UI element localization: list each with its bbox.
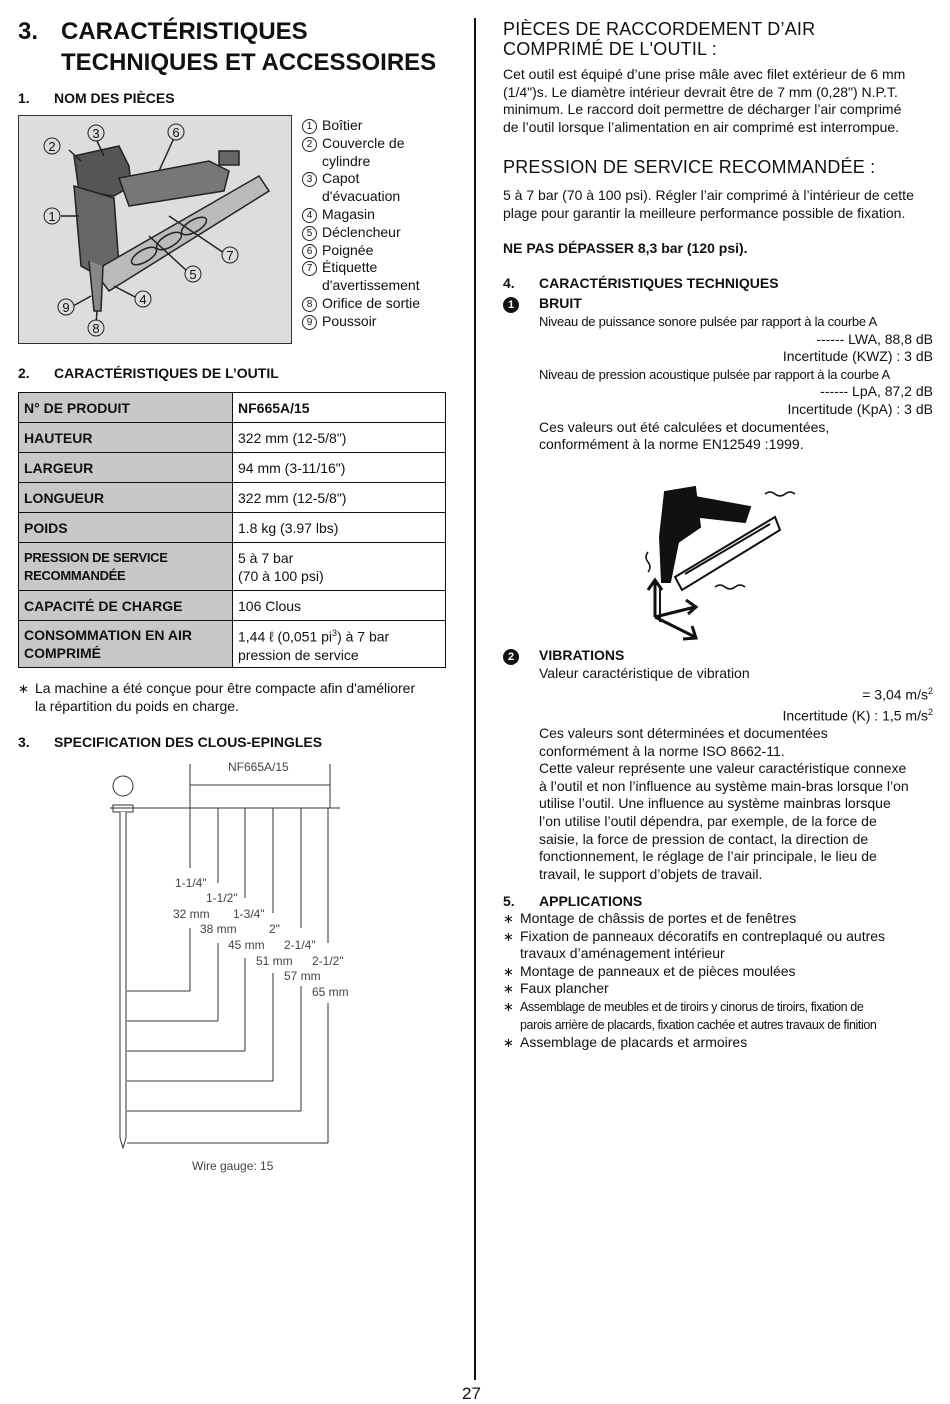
list-item: ∗ Assemblage de placards et armoires xyxy=(503,1034,748,1051)
subsection-title: NOM DES PIÈCES xyxy=(54,90,175,106)
subsection-number: 4. xyxy=(503,275,515,291)
list-item: ∗ Faux plancher xyxy=(503,980,609,997)
parts-list: 1 Boîtier 2 Couvercle de cylindre 3 Capot d'évacuation 4 Magasin 5 Déclencheur 6 Poignée 7 Étiquette d'avertissement 8 Orifice de sortie 9 Poussoir xyxy=(302,117,472,331)
bullet-star: ∗ xyxy=(18,681,29,696)
title-line-1: CARACTÉRISTIQUES xyxy=(61,18,308,45)
part-item: 7 Étiquette xyxy=(302,259,472,277)
nail-spec-diagram xyxy=(100,758,360,1178)
subsection-title: SPECIFICATION DES CLOUS-EPINGLES xyxy=(54,734,323,750)
part-number-badge: 3 xyxy=(302,172,317,187)
part-number-badge: 6 xyxy=(302,244,317,259)
nail-length-mm: 45 mm xyxy=(228,938,265,952)
noise-title: BRUIT xyxy=(539,295,582,311)
list-item: ∗ Assemblage de meubles et de tiroirs y cinorus de tiroirs, fixation de xyxy=(503,998,864,1014)
spec-table xyxy=(18,392,446,668)
subsection-applications-heading xyxy=(503,892,642,910)
vibration-block: 2 VIBRATIONS Valeur caractéristique de vibration = 3,04 $m/s^2$ Incertitude (K) : 1,5 $m/s^2$ Ces valeurs sont déterminées et documentées conformément à la norme ISO 8662-11. Cette valeur représente une valeur caractéristique connexe à l’outil et non l’influence au système main-bras lorsque l’on utilise l’outil. Une influence au système mainbras lorsque l’on utilise l’outil dépendra, par exemple, de la force de saisie, la force de pression de contact, la direction de fonctionnement, le réglage de l’air principale, le lieu de travail, le support d’objets de travail. xyxy=(503,646,933,883)
subsection-number: 1. xyxy=(18,90,30,106)
pressure-heading: PRESSION DE SERVICE RECOMMANDÉE : xyxy=(503,157,876,177)
subsection-title: APPLICATIONS xyxy=(539,893,643,909)
noise-block: 1 BRUIT Niveau de puissance sonore pulsée par rapport à la courbe A ------ LWA, 88,8 dB Incertitude (KWZ) : 3 dB Niveau de pression acoustique pulsée par rapport à la courbe A ------ LpA, 87,2 dB Incertitude (KpA) : 3 dB Ces valeurs out été calculées et documentées, conformément à la norme EN12549 :1999. xyxy=(503,294,933,454)
table-row: N° DE PRODUIT NF665A/15 xyxy=(19,393,446,423)
part-number-badge: 9 xyxy=(302,315,317,330)
subsection-title: CARACTÉRISTIQUES DE L’OUTIL xyxy=(54,365,279,381)
nailer-parts-figure xyxy=(18,115,292,344)
subsection-parts-heading xyxy=(18,89,175,107)
list-item: ∗ Fixation de panneaux décoratifs en contreplaqué ou autres xyxy=(503,927,886,944)
nail-model-label: NF665A/15 xyxy=(228,760,289,774)
part-item: 6 Poignée xyxy=(302,242,472,260)
table-row: POIDS 1.8 kg (3.97 lbs) xyxy=(19,513,446,543)
svg-text:9: 9 xyxy=(62,300,70,315)
svg-text:2: 2 xyxy=(48,139,56,154)
pressure-warning: NE PAS DÉPASSER 8,3 bar (120 psi). xyxy=(503,240,748,256)
svg-text:3: 3 xyxy=(92,126,100,141)
part-item: 9 Poussoir xyxy=(302,313,472,331)
air-fitting-text: Cet outil est équipé d’une prise mâle avec filet extérieur de 6 mm (1/4")s. Le diamètre intérieur devrait être de 7 mm (0,28") N.P.T. minimum. Le raccord doit permettre de décharger l’air comprimé de l’outil lorsque l’alimentation en air comprimé est interrompue. xyxy=(503,66,906,135)
column-divider xyxy=(474,18,476,1380)
part-item: 8 Orifice de sortie xyxy=(302,295,472,313)
nail-length-inch: 2-1/4" xyxy=(284,938,316,952)
wire-gauge-label: Wire gauge: 15 xyxy=(192,1159,274,1173)
nail-length-mm: 57 mm xyxy=(284,969,321,983)
svg-text:4: 4 xyxy=(139,292,147,307)
section-title xyxy=(18,16,436,78)
air-fitting-heading: PIÈCES DE RACCORDEMENT D’AIR COMPRIMÉ DE L'OUTIL : xyxy=(503,19,816,59)
table-row: LARGEUR 94 mm (3-11/16") xyxy=(19,453,446,483)
nailer-vibration-illustration xyxy=(640,482,800,642)
nail-length-inch: 1-1/4" xyxy=(175,876,207,890)
nailer-illustration xyxy=(19,116,291,343)
part-number-badge: 8 xyxy=(302,297,317,312)
part-number-badge: 4 xyxy=(302,208,317,223)
nail-length-mm: 65 mm xyxy=(312,985,349,999)
part-number-badge: 2 xyxy=(302,137,317,152)
part-item: 5 Déclencheur xyxy=(302,224,472,242)
subsection-technical-heading xyxy=(503,274,779,292)
noise-badge: 1 xyxy=(503,297,519,313)
part-number-badge: 7 xyxy=(302,261,317,276)
table-row: HAUTEUR 322 mm (12-5/8") xyxy=(19,423,446,453)
part-item: 4 Magasin xyxy=(302,206,472,224)
table-row: LONGUEUR 322 mm (12-5/8") xyxy=(19,483,446,513)
list-item: ∗ Montage de châssis de portes et de fenêtres xyxy=(503,910,797,926)
part-number-badge: 1 xyxy=(302,119,317,134)
table-row: CAPACITÉ DE CHARGE 106 Clous xyxy=(19,591,446,621)
section-number: 3. xyxy=(18,18,39,45)
svg-text:5: 5 xyxy=(189,267,197,282)
subsection-number: 2. xyxy=(18,365,30,381)
subsection-title: CARACTÉRISTIQUES TECHNIQUES xyxy=(539,275,779,291)
subsection-specs-heading xyxy=(18,364,279,382)
nail-length-mm: 51 mm xyxy=(256,954,293,968)
table-row: PRESSION DE SERVICE RECOMMANDÉE 5 à 7 bar (70 à 100 psi) xyxy=(19,543,446,591)
part-item: 2 Couvercle de xyxy=(302,135,472,153)
part-item: 3 Capot xyxy=(302,170,472,188)
pressure-text: 5 à 7 bar (70 à 100 psi). Régler l’air comprimé à l’intérieur de cette plage pour garantir la meilleure performance possible de fixation. xyxy=(503,187,914,221)
nail-length-inch: 2-1/2" xyxy=(312,954,344,968)
subsection-number: 5. xyxy=(503,893,515,909)
vibration-badge: 2 xyxy=(503,649,519,665)
nail-length-inch: 2" xyxy=(269,922,280,936)
part-item: 1 Boîtier xyxy=(302,117,472,135)
applications-list: ∗ Montage de châssis de portes et de fenêtres ∗ Fixation de panneaux décoratifs en contreplaqué ou autres travaux d’aménagement intérieur ∗ Montage de panneaux et de pièces moulées ∗ Faux plancher ∗ Assemblage de meubles et de tiroirs y cinorus de tiroirs, fixation de parois arrière de placards, fixation cachée et autres travaux de finition ∗ Assemblage de placards et armoires xyxy=(503,910,943,1052)
nail-drawing xyxy=(100,758,360,1178)
nail-length-mm: 38 mm xyxy=(200,922,237,936)
vibration-figure xyxy=(640,482,800,642)
nail-length-inch: 1-3/4" xyxy=(233,907,265,921)
nail-length-inch: 1-1/2" xyxy=(206,891,238,905)
subsection-number: 3. xyxy=(18,734,30,750)
svg-text:6: 6 xyxy=(172,125,180,140)
svg-text:8: 8 xyxy=(92,321,100,336)
part-number-badge: 5 xyxy=(302,226,317,241)
page-number: 27 xyxy=(462,1384,481,1403)
vibration-title: VIBRATIONS xyxy=(539,647,625,663)
list-item: ∗ Montage de panneaux et de pièces moulées xyxy=(503,962,796,979)
nail-length-mm: 32 mm xyxy=(173,907,210,921)
table-row: CONSOMMATION EN AIR COMPRIMÉ 1,44 ℓ (0,051 $pi^3$) à 7 bar pression de service xyxy=(19,621,446,668)
design-note: ∗ La machine a été conçue pour être compacte afin d'améliorer la répartition du poids en charge. xyxy=(18,680,416,714)
svg-text:7: 7 xyxy=(226,248,234,263)
subsection-nails-heading xyxy=(18,733,322,751)
title-line-2: TECHNIQUES ET ACCESSOIRES xyxy=(61,49,437,76)
svg-text:1: 1 xyxy=(48,209,56,224)
